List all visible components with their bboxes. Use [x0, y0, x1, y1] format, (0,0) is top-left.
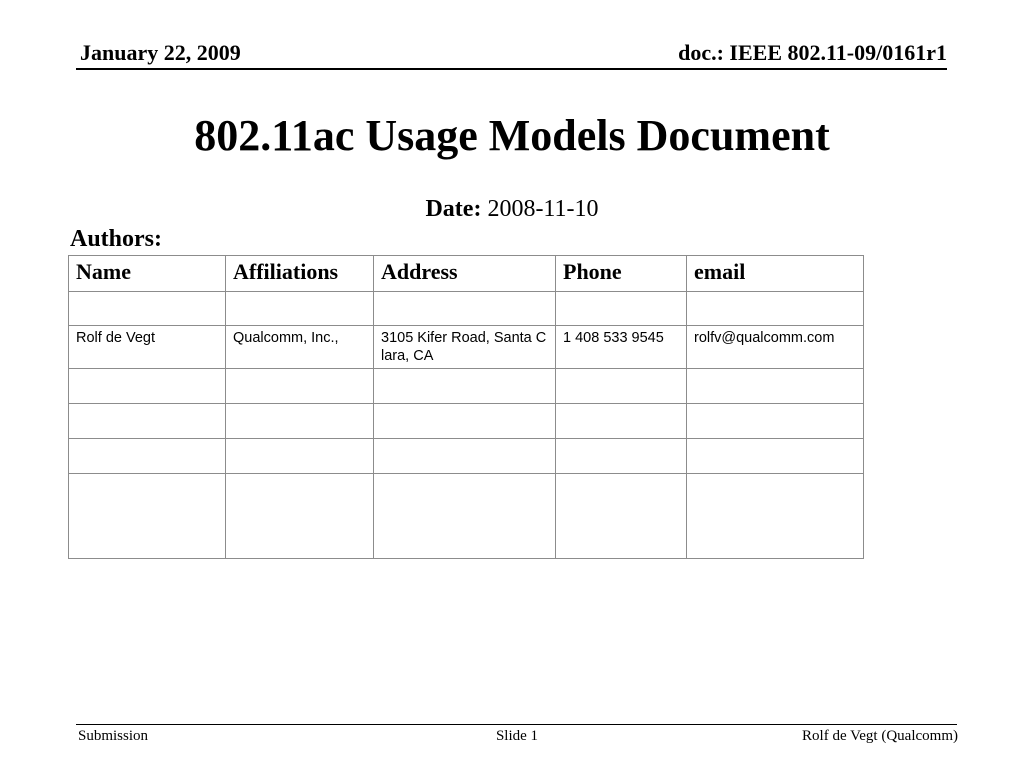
col-header-address: Address [374, 256, 556, 292]
cell-email [687, 369, 864, 404]
cell-affiliation [226, 404, 374, 439]
col-header-email: email [687, 256, 864, 292]
date-value: 2008-11-10 [487, 196, 599, 222]
footer-rule [76, 724, 957, 725]
header-date: January 22, 2009 [80, 40, 241, 65]
table-row [69, 404, 864, 439]
cell-affiliation: Qualcomm, Inc., [226, 326, 374, 369]
authors-table [68, 255, 864, 559]
slide-title: 802.11ac Usage Models Document [194, 111, 830, 160]
date-label: Date: [425, 196, 482, 222]
col-header-phone: Phone [556, 256, 687, 292]
cell-name: Rolf de Vegt [69, 326, 226, 369]
table-row [69, 439, 864, 474]
table-header-row [69, 256, 864, 292]
header-rule [76, 68, 947, 70]
cell-name [69, 439, 226, 474]
footer-submission: Submission [78, 728, 149, 744]
col-header-name: Name [69, 256, 226, 292]
cell-phone [556, 369, 687, 404]
table-row [69, 474, 864, 559]
cell-email: rolfv@qualcomm.com [687, 326, 864, 369]
cell-phone [556, 404, 687, 439]
cell-address [374, 404, 556, 439]
cell-phone: 1 408 533 9545 [556, 326, 687, 369]
cell-name [69, 474, 226, 559]
cell-phone [556, 292, 687, 326]
cell-email [687, 439, 864, 474]
cell-affiliation [226, 439, 374, 474]
cell-name [69, 292, 226, 326]
table-row [69, 326, 864, 369]
cell-name [69, 404, 226, 439]
cell-affiliation [226, 292, 374, 326]
header-doc-id: doc.: IEEE 802.11-09/0161r1 [678, 40, 947, 65]
cell-address [374, 292, 556, 326]
cell-address [374, 439, 556, 474]
cell-email [687, 404, 864, 439]
authors-label: Authors: [70, 226, 163, 252]
table-row [69, 369, 864, 404]
cell-affiliation [226, 369, 374, 404]
cell-address: 3105 Kifer Road, Santa Clara, CA [374, 326, 556, 369]
col-header-affiliations: Affiliations [226, 256, 374, 292]
cell-phone [556, 439, 687, 474]
cell-address [374, 369, 556, 404]
date-line [0, 196, 1024, 223]
cell-email [687, 292, 864, 326]
table-row [69, 292, 864, 326]
footer-author: Rolf de Vegt (Qualcomm) [802, 728, 958, 744]
cell-phone [556, 474, 687, 559]
cell-address [374, 474, 556, 559]
cell-email [687, 474, 864, 559]
cell-affiliation [226, 474, 374, 559]
footer-slide-number: Slide 1 [495, 728, 539, 744]
cell-name [69, 369, 226, 404]
